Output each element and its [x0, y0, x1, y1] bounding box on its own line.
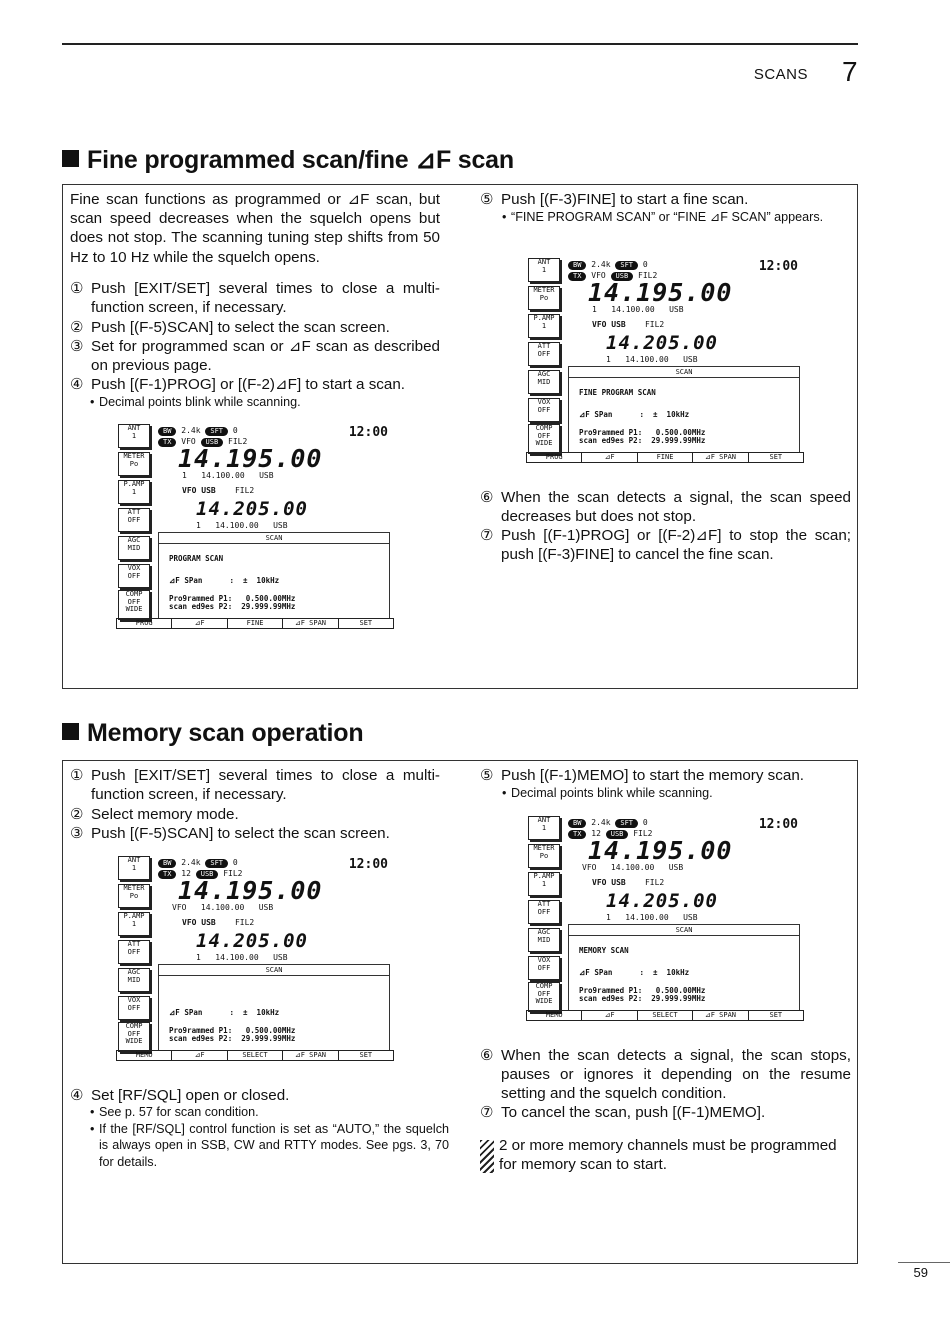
lcd-side-key[interactable]: ANT 1: [528, 258, 560, 282]
lcd-side-key[interactable]: ANT 1: [118, 856, 150, 880]
lcd-side-key[interactable]: AGC MID: [118, 968, 150, 992]
lcd-side-key[interactable]: ATT OFF: [528, 900, 560, 924]
lcd-side-key[interactable]: METER Po: [528, 844, 560, 868]
lcd-function-key[interactable]: ⊿F: [581, 453, 636, 462]
lcd-clock: 12:00: [348, 857, 388, 872]
lcd-side-key[interactable]: METER Po: [118, 884, 150, 908]
lcd-screen-fine-program-scan: [526, 258, 802, 463]
fine-intro: Fine scan functions as programmed or ⊿F scan, but scan speed decreases when the squelch opens but does not stop. The scanning tuning step shifts from 50 Hz to 10 Hz while the squelch opens.: [70, 191, 440, 266]
fine-step-4: ④ Push [(F-1)PROG] or [(F-2)⊿F] to start a scan.: [70, 376, 406, 393]
lcd-side-key[interactable]: ANT 1: [118, 424, 150, 448]
fine-bullet-4: • Decimal points blink while scanning.: [90, 394, 439, 410]
lcd-scan-panel: MEMORY SCAN ⊿F SPan : ± 10kHz Pro9rammed P1: 0.500.00MHz scan ed9es P2: 29.999.99MHz: [568, 934, 800, 1010]
lcd-side-key[interactable]: P.AMP 1: [528, 872, 560, 896]
lcd-side-key[interactable]: METER Po: [118, 452, 150, 476]
memory-step-1: ① Push [EXIT/SET] several times to close a multi-function screen, if necessary.: [70, 767, 440, 804]
lcd-clock: 12:00: [348, 425, 388, 440]
lcd-function-key[interactable]: SET: [748, 453, 803, 462]
lcd-sub-frequency: 14.205.00: [606, 332, 718, 354]
memory-bullet-4a: • See p. 57 for scan condition.: [90, 1104, 449, 1120]
lcd-function-key[interactable]: ⊿F: [171, 1051, 226, 1060]
memory-step-4: ④ Set [RF/SQL] open or closed.: [70, 1087, 290, 1104]
lcd-function-keys: [116, 618, 394, 629]
lcd-side-key[interactable]: VOX OFF: [118, 996, 150, 1020]
memory-bullet-4b: • If the [RF/SQL] control function is set as “AUTO,” the squelch is always open in SSB, CW and RTTY modes. See pgs. 3, 70 for details.: [90, 1121, 449, 1170]
lcd-side-key[interactable]: COMP OFF WIDE: [528, 424, 560, 454]
lcd-side-key[interactable]: P.AMP 1: [528, 314, 560, 338]
lcd-main-frequency: 14.195.00: [178, 876, 323, 905]
lcd-side-key[interactable]: COMP OFF WIDE: [118, 1022, 150, 1052]
lcd-side-key[interactable]: AGC MID: [118, 536, 150, 560]
lcd-function-key[interactable]: ⊿F: [581, 1011, 636, 1020]
note-icon: [480, 1140, 494, 1173]
memory-step-7: ⑦ To cancel the scan, push [(F-1)MEMO].: [480, 1104, 766, 1121]
fine-step-7: ⑦ Push [(F-1)PROG] or [(F-2)⊿F] to stop the scan; push [(F-3)FINE] to cancel the fine scan.: [480, 527, 851, 564]
square-bullet-icon: [62, 150, 79, 167]
lcd-scan-status: FINE PROGRAM SCAN: [579, 388, 656, 397]
memory-bullet-5: • Decimal points blink while scanning.: [502, 785, 851, 801]
memory-scan-heading: Memory scan operation: [62, 719, 363, 748]
lcd-function-key[interactable]: SELECT: [227, 1051, 282, 1060]
lcd-side-key[interactable]: ATT OFF: [118, 940, 150, 964]
fine-step-6: ⑥ When the scan detects a signal, the scan speed decreases but does not stop.: [480, 489, 851, 526]
lcd-function-key[interactable]: SELECT: [637, 1011, 692, 1020]
header-rule: [62, 43, 858, 45]
lcd-function-keys: [116, 1050, 394, 1061]
lcd-function-key[interactable]: ⊿F: [171, 619, 226, 628]
lcd-function-keys: [526, 1010, 804, 1021]
lcd-main-display: BW 2.4k SFT 0 12:00 TX VFO USB FIL2 14.195.00 1 14.100.00 USB VFO USB FIL2 14.205.00 1 14.100.00 USB SCAN FINE PROGRAM SCAN ⊿F SPan : ± 10kHz Pro9rammed P1: 0.500.00MHz scan ed9es P2: 29.999.99MHz: [566, 258, 802, 452]
lcd-screen-memory-select: [116, 856, 392, 1061]
lcd-side-key[interactable]: ATT OFF: [528, 342, 560, 366]
lcd-side-key[interactable]: COMP OFF WIDE: [528, 982, 560, 1012]
lcd-main-frequency: 14.195.00: [588, 836, 733, 865]
lcd-function-key[interactable]: SET: [338, 1051, 393, 1060]
lcd-side-key[interactable]: COMP OFF WIDE: [118, 590, 150, 620]
lcd-function-key[interactable]: ⊿F SPAN: [282, 1051, 337, 1060]
lcd-screen-program-scan: [116, 424, 392, 629]
memory-step-3: ③ Push [(F-5)SCAN] to select the scan screen.: [70, 825, 390, 842]
lcd-sub-frequency: 14.205.00: [196, 930, 308, 952]
lcd-side-key[interactable]: ATT OFF: [118, 508, 150, 532]
lcd-function-key[interactable]: SET: [748, 1011, 803, 1020]
lcd-main-display: BW 2.4k SFT 0 12:00 TX VFO USB FIL2 14.195.00 1 14.100.00 USB VFO USB FIL2 14.205.00 1 14.100.00 USB SCAN PROGRAM SCAN ⊿F SPan : ± 10kHz Pro9rammed P1: 0.500.00MHz scan ed9es P2: 29.999.99MHz: [156, 424, 392, 618]
lcd-side-key[interactable]: VOX OFF: [528, 398, 560, 422]
fine-step-3: ③ Set for programmed scan or ⊿F scan as described on previous page.: [70, 338, 440, 375]
lcd-scan-panel: ⊿F SPan : ± 10kHz Pro9rammed P1: 0.500.00MHz scan ed9es P2: 29.999.99MHz: [158, 974, 390, 1050]
lcd-clock: 12:00: [758, 259, 798, 274]
memory-note: 2 or more memory channels must be programmed for memory scan to start.: [480, 1136, 851, 1174]
lcd-scan-panel: PROGRAM SCAN ⊿F SPan : ± 10kHz Pro9rammed P1: 0.500.00MHz scan ed9es P2: 29.999.99MHz: [158, 542, 390, 618]
lcd-function-key[interactable]: PROG: [135, 619, 153, 627]
lcd-function-key[interactable]: ⊿F SPAN: [692, 453, 747, 462]
fine-step-1: ① Push [EXIT/SET] several times to close a multi-function screen, if necessary.: [70, 280, 440, 317]
lcd-function-key[interactable]: MEMO: [135, 1051, 153, 1059]
lcd-side-key[interactable]: AGC MID: [528, 928, 560, 952]
memory-step-6: ⑥ When the scan detects a signal, the scan stops, pauses or ignores it depending on the resume setting and the squelch condition.: [480, 1047, 851, 1103]
lcd-main-display: BW 2.4k SFT 0 12:00 TX 12 USB FIL2 14.195.00 VFO 14.100.00 USB VFO USB FIL2 14.205.00 1 14.100.00 USB SCAN ⊿F SPan : ± 10kHz Pro9rammed P1: 0.500.00MHz scan ed9es P2: 29.999.99MHz: [156, 856, 392, 1050]
lcd-function-key[interactable]: PROG: [545, 453, 563, 461]
lcd-side-keys: [526, 816, 562, 1012]
lcd-function-key[interactable]: ⊿F SPAN: [282, 619, 337, 628]
page-number-rule: [898, 1262, 950, 1263]
lcd-side-keys: [526, 258, 562, 454]
lcd-main-display: BW 2.4k SFT 0 12:00 TX 12 USB FIL2 14.195.00 VFO 14.100.00 USB VFO USB FIL2 14.205.00 1 14.100.00 USB SCAN MEMORY SCAN ⊿F SPan : ± 10kHz Pro9rammed P1: 0.500.00MHz scan ed9es P2: 29.999.99MHz: [566, 816, 802, 1010]
lcd-side-key[interactable]: P.AMP 1: [118, 480, 150, 504]
fine-step-5: ⑤ Push [(F-3)FINE] to start a fine scan.: [480, 191, 749, 208]
lcd-side-key[interactable]: P.AMP 1: [118, 912, 150, 936]
memory-step-2: ② Select memory mode.: [70, 806, 239, 823]
lcd-side-keys: [116, 424, 152, 620]
fine-scan-heading: Fine programmed scan/fine ⊿F scan: [62, 145, 514, 175]
lcd-function-key[interactable]: FINE: [227, 619, 282, 628]
lcd-main-frequency: 14.195.00: [588, 278, 733, 307]
lcd-scan-status: MEMORY SCAN: [579, 946, 629, 955]
fine-bullet-5: • “FINE PROGRAM SCAN” or “FINE ⊿F SCAN” appears.: [502, 209, 851, 225]
lcd-side-key[interactable]: ANT 1: [528, 816, 560, 840]
lcd-side-key[interactable]: VOX OFF: [118, 564, 150, 588]
lcd-function-key[interactable]: FINE: [637, 453, 692, 462]
memory-step-5: ⑤ Push [(F-1)MEMO] to start the memory scan.: [480, 767, 804, 784]
lcd-function-key[interactable]: MEMO: [545, 1011, 563, 1019]
lcd-function-key[interactable]: ⊿F SPAN: [692, 1011, 747, 1020]
section-title: SCANS: [753, 66, 808, 83]
lcd-sub-frequency: 14.205.00: [606, 890, 718, 912]
chapter-number: 7: [842, 56, 858, 87]
lcd-scan-status: PROGRAM SCAN: [169, 554, 224, 563]
lcd-screen-memory-scan: [526, 816, 802, 1021]
lcd-main-frequency: 14.195.00: [178, 444, 323, 473]
square-bullet-icon: [62, 723, 79, 740]
lcd-side-key[interactable]: AGC MID: [528, 370, 560, 394]
lcd-side-key[interactable]: METER Po: [528, 286, 560, 310]
lcd-clock: 12:00: [758, 817, 798, 832]
lcd-side-keys: [116, 856, 152, 1052]
fine-step-2: ② Push [(F-5)SCAN] to select the scan screen.: [70, 319, 390, 336]
lcd-side-key[interactable]: VOX OFF: [528, 956, 560, 980]
lcd-sub-frequency: 14.205.00: [196, 498, 308, 520]
lcd-function-keys: [526, 452, 804, 463]
page-number: 59: [913, 1265, 928, 1280]
lcd-function-key[interactable]: SET: [338, 619, 393, 628]
lcd-scan-panel: FINE PROGRAM SCAN ⊿F SPan : ± 10kHz Pro9rammed P1: 0.500.00MHz scan ed9es P2: 29.999.99MHz: [568, 376, 800, 452]
